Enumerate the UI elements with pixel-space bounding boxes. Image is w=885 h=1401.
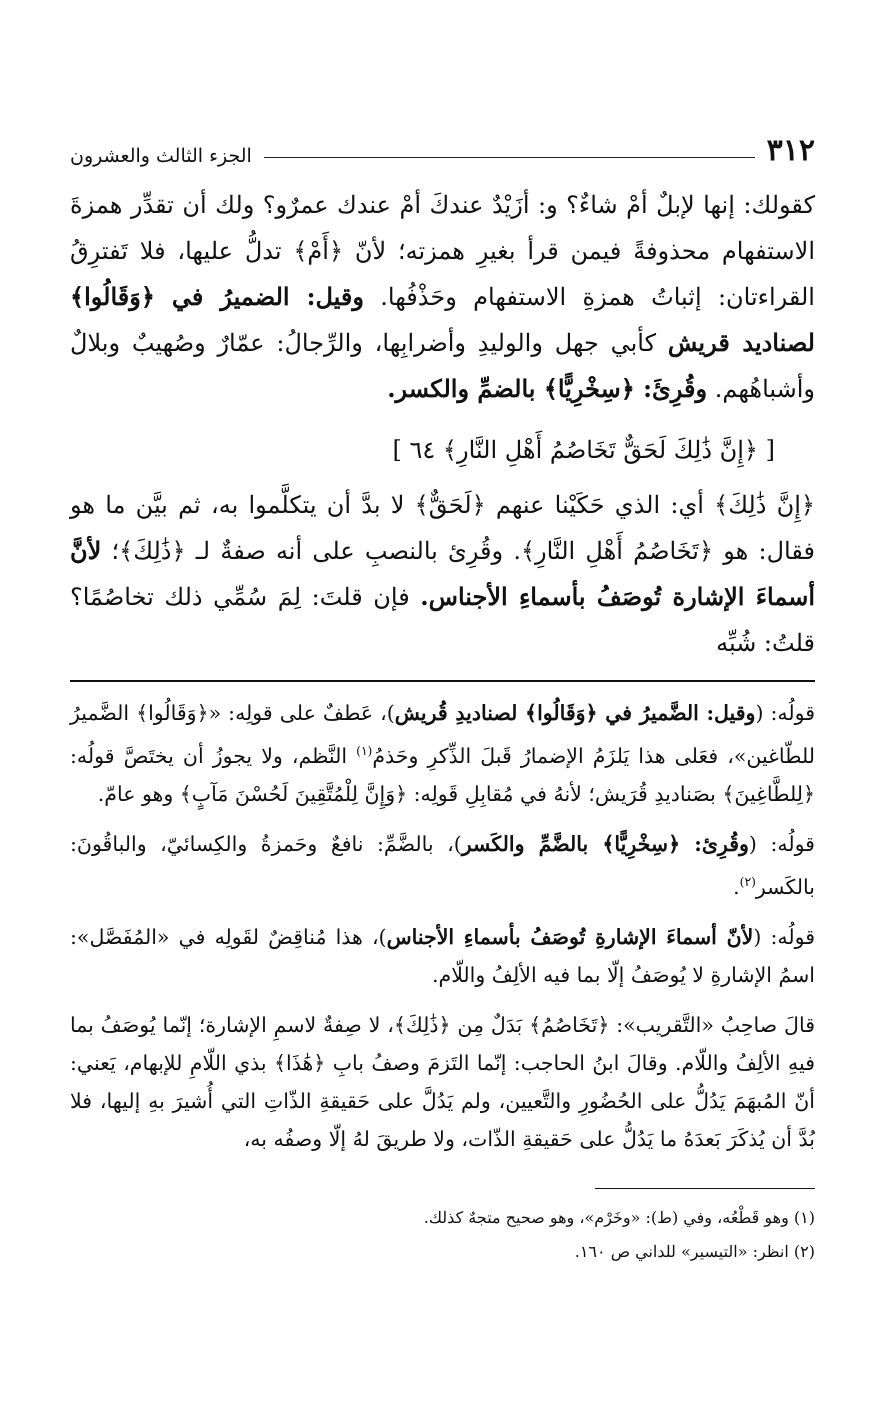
- footnote-ref-2[interactable]: (٢): [739, 874, 756, 889]
- commentary-paragraph-1: [70, 694, 815, 813]
- page-header: [70, 120, 815, 166]
- footnotes: [70, 1201, 815, 1269]
- c3-bold: لأنّ أسماءَ الإشارةِ تُوصَفُ بأسماءِ الأجناس: [386, 924, 754, 949]
- main-p2-bold-1: لأنَّ أسماءَ الإشارة تُوصَفُ بأسماءِ الأجناس.: [70, 536, 816, 611]
- main-p1-bold-2: وقُرِئَ: ﴿سِخْرِيًّا﴾ بالضمِّ والكسر.: [387, 374, 708, 403]
- c1-lead: قولُه: (: [755, 701, 815, 725]
- c1-text-2: النَّظم، ولا يجوزُ أن يختَصَّ قولُه: ﴿لِلطَّاغِينَ﴾ بصَناديدِ قُرَيش؛ لأنهُ في مُقابِلِ قَولِه: ﴿وَإِنَّ لِلْمُتَّقِينَ لَحُسْنَ مَآبٍ﴾ وهو عامّ.: [70, 743, 815, 806]
- c2-text-2: .: [733, 874, 740, 899]
- main-p1-text-2: كأبي جهل والوليدِ وأضرابِها، والرِّجالُ: عمّارٌ وصُهيبٌ وبلالٌ وأشباهُهم.: [70, 329, 815, 403]
- footnote-2: (٢) انظر: «التيسير» للداني ص ١٦٠.: [574, 1241, 815, 1261]
- c3-text-1: )، هذا مُناقِضٌ لقَولِه في «المُفَصَّل»: اسمُ الإشارةِ لا يُوصَفُ إلّا بما فيه الألِفُ واللّام.: [70, 924, 815, 987]
- page-number: ٣١٢: [766, 133, 815, 168]
- main-p2-text-2: فإن قلتَ: لِمَ سُمِّي ذلك تخاصُمًا؟ قلتُ: شُبِّه: [70, 583, 815, 657]
- main-paragraph-1: [70, 182, 815, 412]
- main-p2-text-1: ﴿إِنَّ ذَٰلِكَ﴾ أي: الذي حَكَيْنا عنهم ﴿لَحَقٌّ﴾ لا بدَّ أن يتكلَّموا به، ثم بيَّن ما هو فقال: هو ﴿تَخَاصُمُ أَهْلِ النَّارِ﴾. وقُرِئ بالنصبِ على أنه صفةٌ لـ ﴿ذَٰلِكَ﴾؛: [70, 491, 815, 565]
- main-p1-text-1: كقولك: إنها لإبلٌ أمْ شاءٌ؟ و: أزَيْدٌ عندكَ أمْ عندك عمرٌو؟ ولك أن تقدِّر همزةَ الاستفهام محذوفةً فيمن قرأ بغيرِ همزته؛ لأنّ ﴿أَمْ﴾ تدلُّ عليها، فلا تَفترِقُ القراءتان: إثباتُ همزةِ الاستفهام وحَذْفُها.: [70, 191, 815, 311]
- footnote-ref-1[interactable]: (١): [356, 744, 373, 758]
- commentary-paragraph-2: [70, 825, 815, 906]
- running-title: الجزء الثالث والعشرون: [70, 145, 252, 167]
- c1-bold: وقيل: الضَّميرُ في ﴿وَقَالُوا﴾ لصناديدِ قُريش: [394, 701, 756, 725]
- main-paragraph-2: [70, 482, 815, 666]
- commentary-separator: [70, 680, 815, 682]
- header-rule: [264, 157, 755, 158]
- footnote-1: (١) وهو قَطْعُه، وفي (ط): «وخَرْم»، وهو صحيح متجهٌ كذلك.: [423, 1207, 815, 1227]
- commentary-paragraph-4: قالَ صاحِبُ «التَّقريب»: ﴿تَخَاصُمُ﴾ بَدَلٌ مِن ﴿ذَٰلِكَ﴾، لا صِفةٌ لاسمِ الإشارة؛ إنّما يُوصَفُ بما فيهِ الألِفُ واللّام. وقالَ ابنُ الحاجب: إنّما التَزمَ وصفُ بابِ ﴿هَٰذَا﴾ بذي اللّامِ للإبهام، يَعني: أنّ المُبهَمَ يَدُلُّ على الحُضُورِ والتَّعيين، ولم يَدُلَّ على حَقيقةِ الذّاتِ التي أُشيرَ بهِ إليها، فلا بُدَّ أن يُذكَرَ بَعدَهُ ما يَدُلُّ على حَقيقةِ الذّات، ولا طريقَ لهُ إلّا وصفُه به،: [70, 1012, 815, 1151]
- c2-lead: قولُه: (: [748, 831, 815, 856]
- main-text: [70, 182, 815, 666]
- verse-heading: [ ﴿إِنَّ ذَٰلِكَ لَحَقٌّ تَخَاصُمُ أَهْلِ النَّارِ﴾ ٦٤ ]: [392, 436, 775, 464]
- c2-bold: وقُرِئ: ﴿سِخْرِيًّا﴾ بالضَّمِّ والكَسر: [461, 831, 749, 856]
- main-p1-bold-1: وقيل: الضميرُ في ﴿وَقَالُوا﴾ لصناديد قريش: [70, 282, 815, 357]
- commentary-paragraph-3: [70, 918, 815, 994]
- footnote-rule: [595, 1188, 815, 1189]
- commentary: [70, 694, 815, 1158]
- c1-text-1: )، عَطفٌ على قولِه: «﴿وَقَالُوا﴾ الضَّميرُ للطّاغين»، فعَلى هذا يَلزَمُ الإضمارُ قَبلَ الذِّكرِ وحَذمُ: [70, 701, 815, 768]
- c2-text-1: )، بالضَّمِّ: نافعٌ وحَمزةُ والكِسائيّ، والباقُونَ: بالكَسر: [70, 831, 815, 899]
- c3-lead: قولُه: (: [753, 924, 815, 949]
